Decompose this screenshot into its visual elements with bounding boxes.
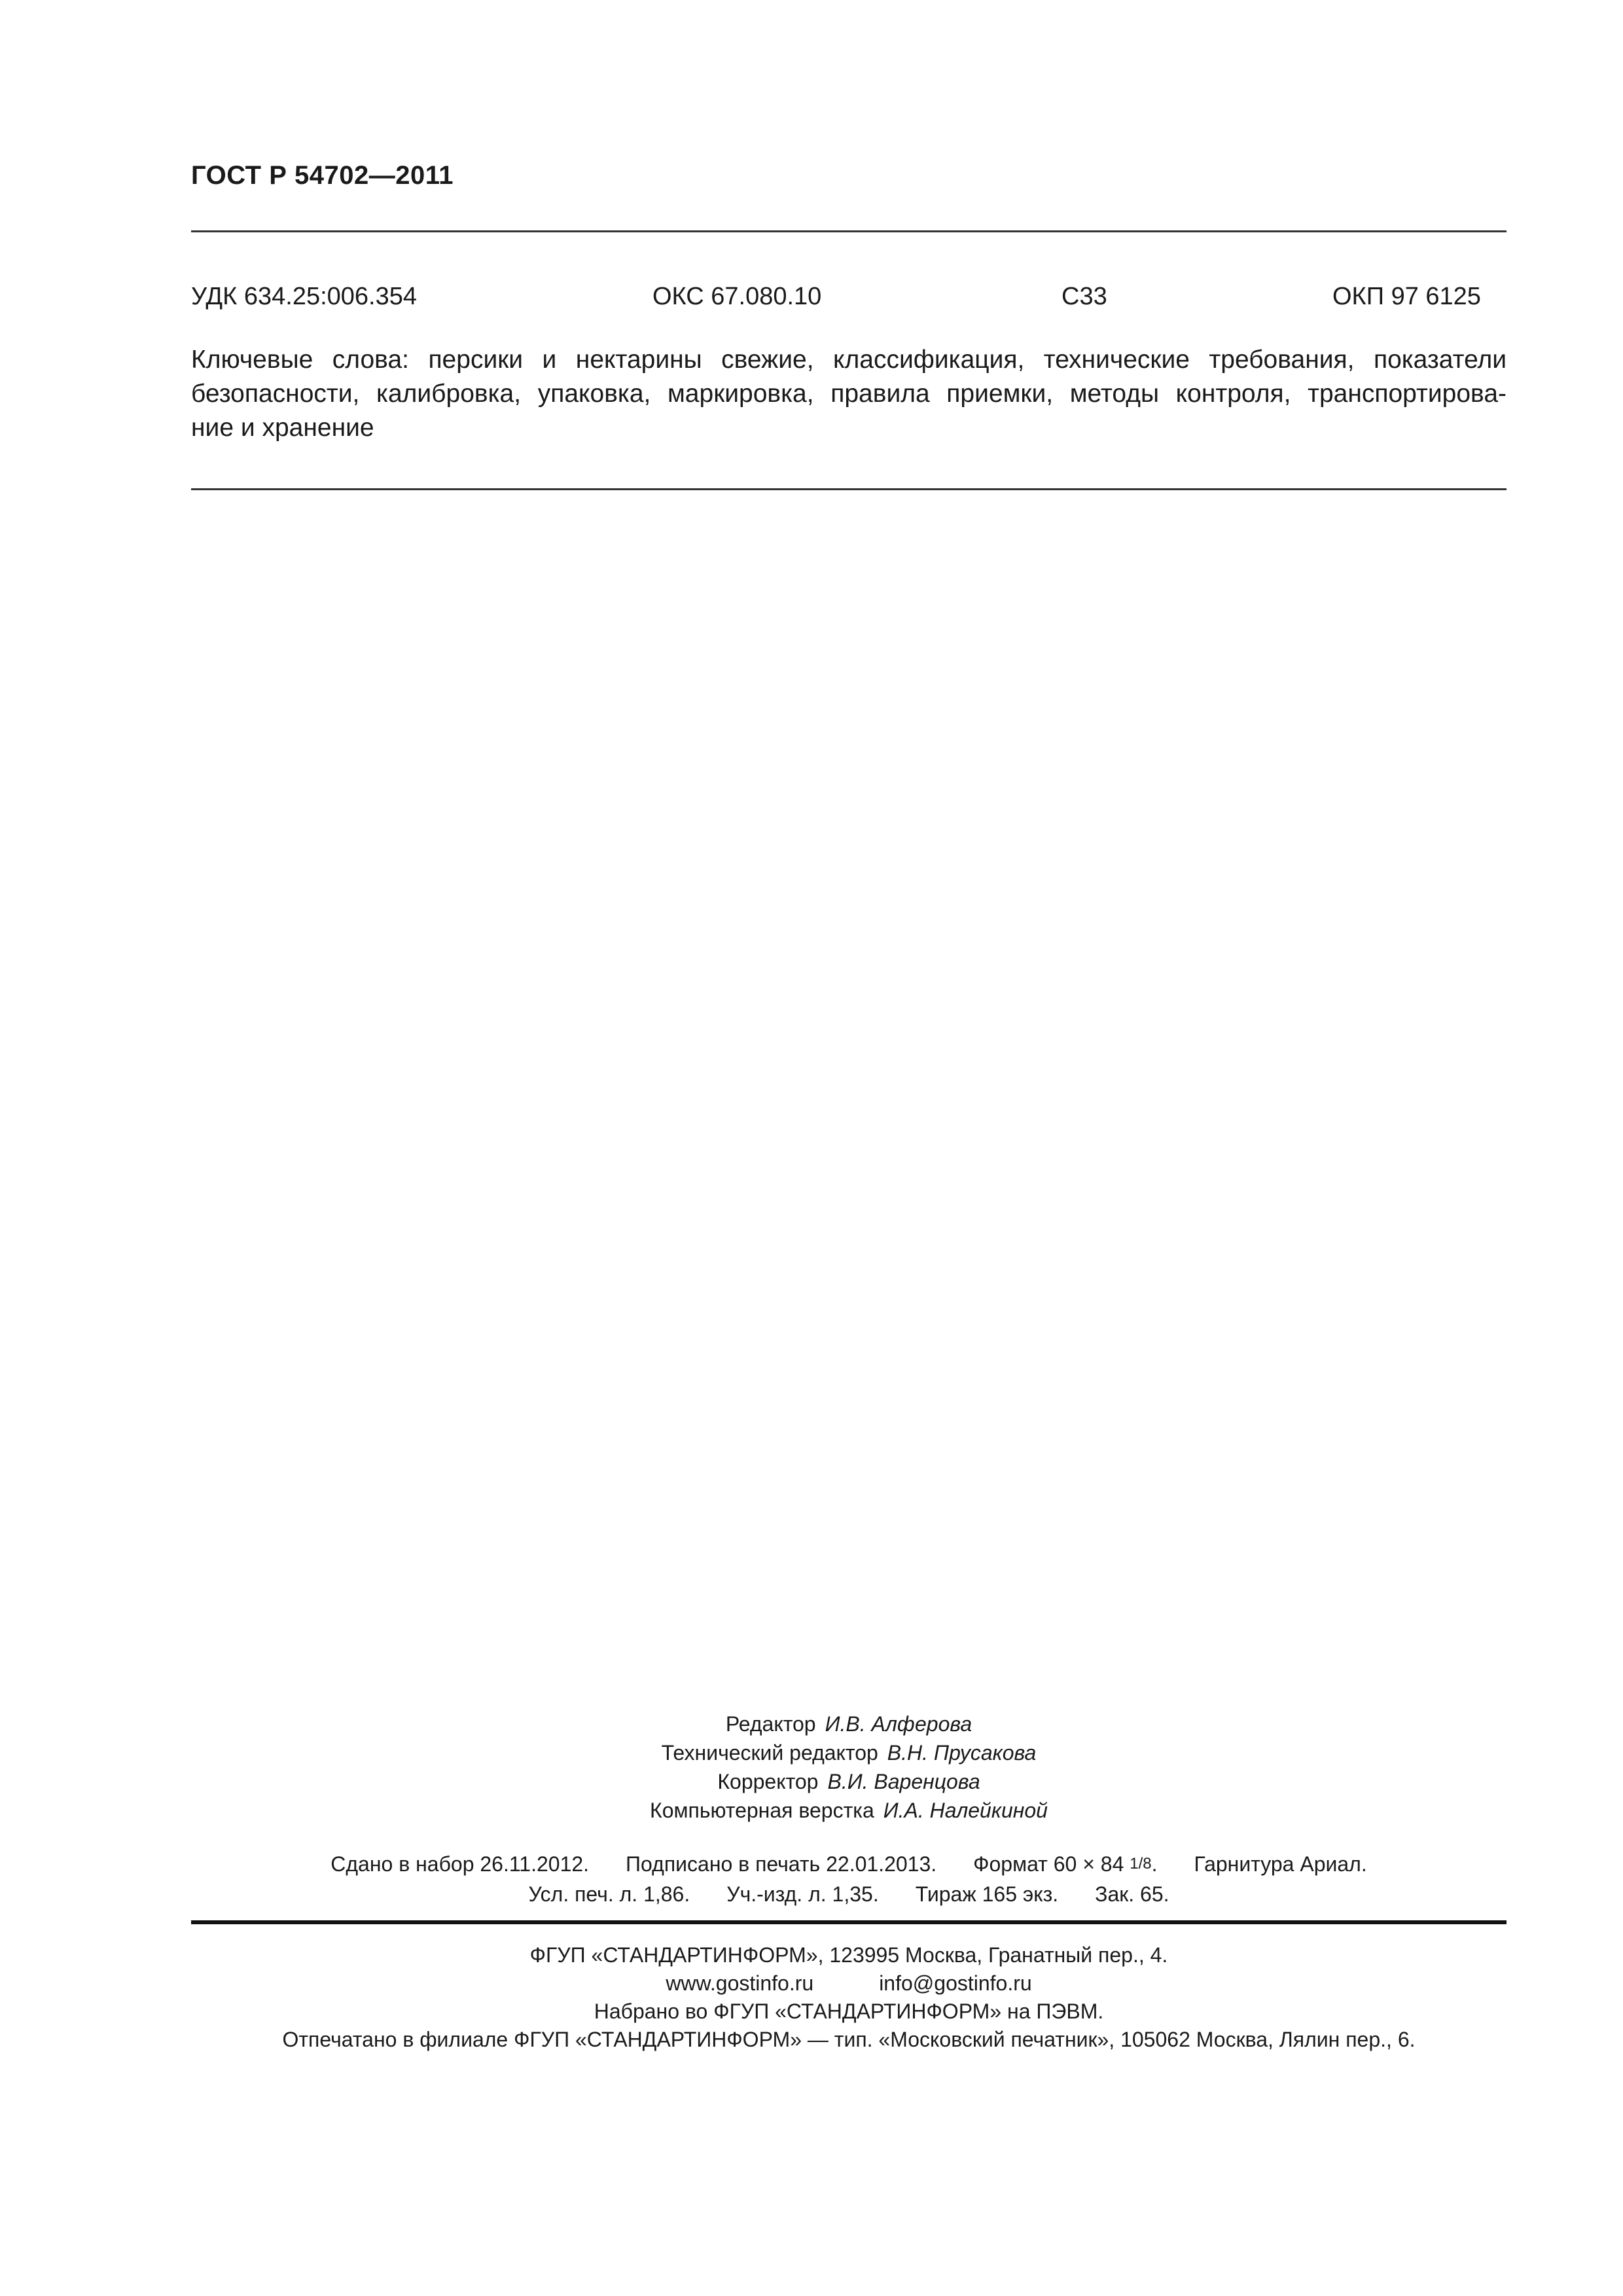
- credit-name: И.В. Алферова: [825, 1712, 972, 1736]
- publisher-email: info@gostinfo.ru: [879, 1971, 1032, 1995]
- okp-code: ОКП 97 6125: [1332, 283, 1481, 310]
- publisher-typeset: Набрано во ФГУП «СТАНДАРТИНФОРМ» на ПЭВМ.: [594, 2000, 1104, 2023]
- top-divider: [191, 230, 1507, 232]
- keywords-block: [191, 343, 1507, 445]
- credit-editor: [191, 1710, 1507, 1738]
- credit-name: В.Н. Прусакова: [887, 1741, 1037, 1765]
- imprint-line-1: Сдано в набор 26.11.2012. Подписано в печать 22.01.2013. Формат 60 × 84 1/8. Гарнитура Ариал.: [330, 1852, 1367, 1876]
- imprint-typeface: Гарнитура Ариал.: [1194, 1852, 1367, 1876]
- imprint-format-fraction: 1/8: [1130, 1855, 1152, 1873]
- imprint-signed: Подписано в печать 22.01.2013.: [626, 1852, 937, 1876]
- credit-label: Компьютерная верстка: [650, 1799, 874, 1822]
- imprint-print-sheets: Усл. печ. л. 1,86.: [528, 1882, 690, 1906]
- credit-name: В.И. Варенцова: [827, 1770, 980, 1793]
- credit-label: Корректор: [717, 1770, 819, 1793]
- udk-code: УДК 634.25:006.354: [191, 283, 418, 310]
- publisher-printed: Отпечатано в филиале ФГУП «СТАНДАРТИНФОРМ» — тип. «Московский печатник», 105062 Москва, Лялин пер., 6.: [282, 2028, 1416, 2051]
- credit-tech-editor: [191, 1738, 1507, 1767]
- imprint-order: Зак. 65.: [1095, 1882, 1169, 1906]
- imprint-pub-sheets: Уч.-изд. л. 1,35.: [726, 1882, 879, 1906]
- publisher-address: ФГУП «СТАНДАРТИНФОРМ», 123995 Москва, Гранатный пер., 4.: [529, 1943, 1168, 1967]
- imprint-submitted: Сдано в набор 26.11.2012.: [330, 1852, 590, 1876]
- credit-name: И.А. Налейкиной: [883, 1799, 1048, 1822]
- credit-layout: [191, 1796, 1507, 1825]
- keywords-divider: [191, 488, 1507, 490]
- publisher-divider: [191, 1920, 1507, 1924]
- keywords-line: ние и хранение: [191, 414, 374, 442]
- oks-code: ОКС 67.080.10: [652, 283, 822, 310]
- imprint-line-2: [191, 1880, 1507, 1909]
- keywords-line: безопасности, калибровка, упаковка, маркировка, правила приемки, методы контроля, транспортирова-: [191, 380, 1507, 408]
- group-code: С33: [1061, 283, 1107, 310]
- keywords-line: Ключевые слова: персики и нектарины свежие, классификация, технические требования, показатели: [191, 346, 1507, 374]
- credit-proofreader: [191, 1767, 1507, 1796]
- credit-label: Технический редактор: [661, 1741, 878, 1765]
- publisher-contacts: [191, 1969, 1507, 1998]
- publisher-website: www.gostinfo.ru: [666, 1971, 814, 1995]
- credits-block: [191, 1710, 1507, 1825]
- imprint-format: Формат 60 × 84: [973, 1852, 1124, 1876]
- imprint-circulation: Тираж 165 экз.: [915, 1882, 1059, 1906]
- document-code: ГОСТ Р 54702—2011: [191, 161, 454, 190]
- credit-label: Редактор: [725, 1712, 816, 1736]
- publisher-block: [191, 1941, 1507, 2054]
